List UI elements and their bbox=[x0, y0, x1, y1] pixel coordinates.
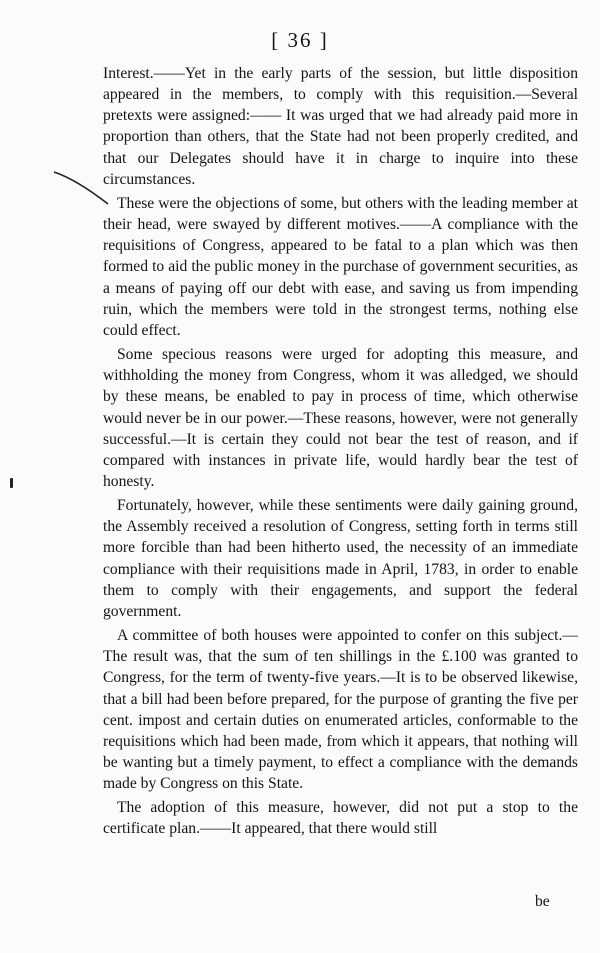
paragraph-2: These were the objections of some, but others with the leading member at their head, were swayed by different motives.——A compliance with the requisitions of Congress, appeared to be fatal to a plan which was then formed to aid the public money in the purchase of government securities, as a means of paying off our debt with ease, and saving us from impending ruin, which the members were told in the strongest terms, nothing else could effect. bbox=[103, 194, 578, 339]
page-number: [ 36 ] bbox=[271, 28, 329, 52]
paragraph-3: Some specious reasons were urged for adopting this measure, and withholding the money from Congress, whom it was alledged, we should by these means, be enabled to pay in process of time, which otherwise would never be in our power.—These reasons, however, were not generally successful.—It is certain they could not bear the test of reason, and if compared with instances in private life, would hardly bear the test of honesty. bbox=[103, 346, 578, 490]
paragraph-4: Fortunately, however, while these sentiments were daily gaining ground, the Assembly received a resolution of Congress, setting forth in terms still more forcible than had been hitherto used, the necessity of an immediate compliance with their requisitions made in April, 1783, in order to enable them to comply with their engagements, and support the federal government. bbox=[103, 497, 578, 620]
margin-ink-mark bbox=[10, 478, 13, 488]
body-text bbox=[103, 63, 578, 843]
catchword: be bbox=[535, 893, 550, 910]
paragraph-6: The adoption of this measure, however, did not put a stop to the certificate plan.——It appeared, that there would still bbox=[103, 799, 578, 838]
paragraph-1: Interest.——Yet in the early parts of the session, but little disposition appeared in the members, to comply with this requisition.—Several pretexts were assigned:—— It was urged that we had already paid more in proportion than others, that the State had not been properly credited, and that our Delegates should have it in charge to inquire into these circumstances. bbox=[103, 65, 578, 188]
paragraph-5: A committee of both houses were appointed to confer on this subject.— The result was, that the sum of ten shillings in the £.100 was granted to Congress, for the term of twenty-five years.—It is to be observed likewise, that a bill had been before prepared, for the purpose of granting the five per cent. impost and certain duties on enumerated articles, conformable to the requisitions which had been made, from which it appears, that nothing will be wanting but a timely payment, to effect a compliance with the demands made by Congress on this State. bbox=[103, 627, 578, 793]
